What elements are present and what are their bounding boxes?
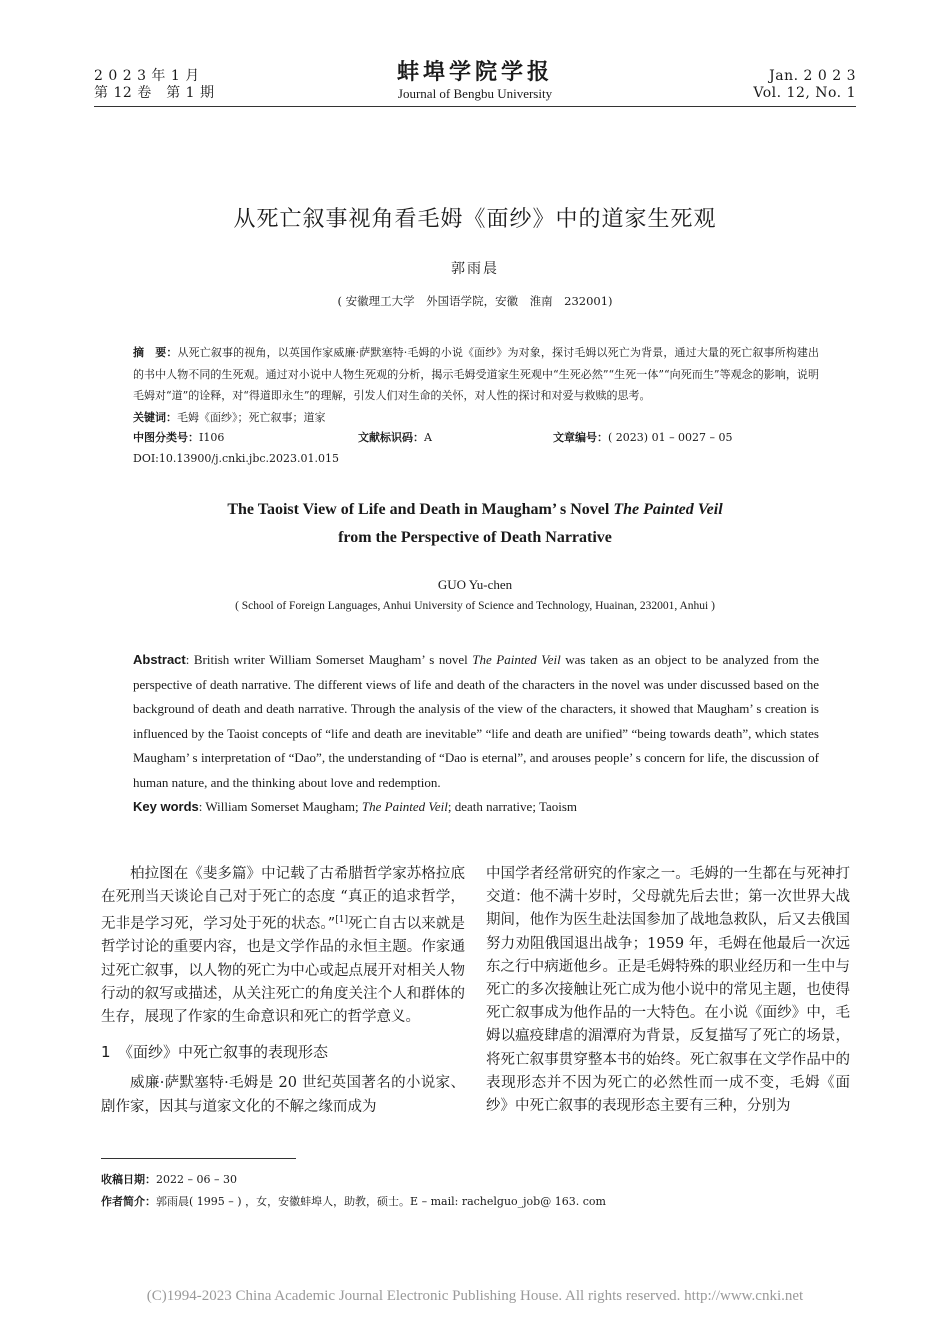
title-en-novel-name: The Painted Veil [613,501,723,518]
article-number-value: ( 2023) 01 – 0027 – 05 [608,431,733,444]
title-en-line2: from the Perspective of Death Narrative [338,529,612,546]
abstract-en-novel-name: The Painted Veil [472,652,561,667]
copyright-notice: (C)1994-2023 China Academic Journal Electronic Publishing House. All rights reserved. http://www.cnki.net [146,1288,804,1304]
section-heading-1: 1 《面纱》中死亡叙事的表现形态 [101,1043,329,1062]
article-number [553,428,733,448]
affiliation-cn: ( 安徽理工大学 外国语学院，安徽 淮南 232001) [337,294,613,308]
title-en [0,496,950,552]
doi: DOI:10.13900/j.cnki.jbc.2023.01.015 [133,452,340,465]
keywords-cn-text: 毛姆《面纱》；死亡叙事；道家 [177,410,326,424]
footnote-rule [101,1158,296,1159]
received-date-value: 2022 – 06 – 30 [156,1173,237,1186]
body-paragraph-2: 威廉·萨默塞特·毛姆是 20 世纪英国著名的小说家、剧作家，因其与道家文化的不解之缘而成为 [101,1075,465,1115]
abstract-en-label: Abstract [133,652,186,667]
clc-label: 中图分类号： [133,431,199,444]
article-number-label: 文章编号： [553,431,608,444]
header-rule [94,106,856,107]
received-date [101,1169,861,1191]
header-year-month: 2 0 2 3 年 1 月 [94,68,200,84]
abstract-cn [133,342,819,469]
body-paragraph-1-text-b: 死亡自古以来就是哲学讨论的重要内容，也是文学作品的永恒主题。作家通过死亡叙事，以人物的死亡为中心或起点展开对相关人物行动的叙写或描述，从关注死亡的角度关注个人和群体的生存，展现了作家的生命意识和死亡的哲学意义。 [101,916,465,1026]
author-bio [101,1191,861,1213]
title-en-line1-text: The Taoist View of Life and Death in Maugham’ s Novel [227,501,614,518]
body-paragraph-1 [101,863,465,1029]
clc-code [133,428,224,448]
abstract-cn-label: 摘 要： [133,346,178,359]
body-right-column [486,863,850,1118]
author-name-en: GUO Yu-chen [437,577,513,592]
footnote [101,1169,861,1213]
document-code [358,428,432,448]
abstract-en-text-b: was taken as an object to be analyzed from the perspective of death narrative. The different views of life and death of the characters in the novel was under discussed based on the background of death and death narrative. Through the analysis of the view of the characters, it showed that Maugham’ s creation is influenced by the Taoist concepts of “life and death are inevitable” “life and death are unified” “being towards death”, which states Maugham’ s interpretation of “Dao”, the understanding of “Dao is eternal”, and arouses people’ s concern for life, the discussion of human nature, and the thinking about love and redemption. [133,652,819,790]
title-en-line1 [0,496,950,524]
body-left-column [101,863,465,1119]
author-bio-label: 作者简介： [101,1195,156,1208]
author-name-cn: 郭雨晨 [451,261,499,277]
journal-name-cn: 蚌埠学院学报 [396,60,553,85]
abstract-en-text-a: : British writer William Somerset Maugham’ s novel [185,652,473,667]
clc-value: I106 [199,431,225,444]
journal-name-en: Journal of Bengbu University [397,86,553,101]
abstract-en-paragraph [133,648,819,795]
header-volume-issue: 第 12 卷 第 1 期 [94,85,215,101]
page-title: 从死亡叙事视角看毛姆《面纱》中的道家生死观 [233,207,717,232]
keywords-en-text-a: : William Somerset Maugham; [198,799,362,814]
affiliation-en: ( School of Foreign Languages, Anhui University of Science and Technology, Huainan, 232001, Anhui ) [235,600,715,612]
keywords-cn [133,407,819,429]
abstract-en [133,648,819,820]
body-paragraph-1-text-a: 柏拉图在《斐多篇》中记载了古希腊哲学家苏格拉底在死刑当天谈论自己对于死亡的态度 “真正的追求哲学，无非是学习死，学习处于死的状态。” [101,866,465,933]
header-date-en [753,68,856,102]
document-code-label: 文献标识码： [358,431,424,444]
classification-row [133,428,819,449]
received-date-label: 收稿日期： [101,1173,156,1186]
keywords-en [133,795,819,820]
body-paragraph-right: 中国学者经常研究的作家之一。毛姆的一生都在与死神打交道：他不满十岁时，父母就先后去世；第一次世界大战期间，他作为医生赴法国参加了战地急救队，后又去俄国努力劝阻俄国退出战争；1959 年，毛姆在他最后一次远东之行中病逝他乡。正是毛姆特殊的职业经历和一生中与死亡的多次接触让死亡成为他小说中的常见主题，也使得死亡叙事成为他作品的一大特色。在小说《面纱》中，毛姆以瘟疫肆虐的湄潭府为背景，反复描写了死亡的场景，将死亡叙事贯穿整本书的始终。死亡叙事在文学作品中的表现形态并不因为死亡的必然性而一成不变，毛姆《面纱》中死亡叙事的表现形态主要有三种，分别为 [486,866,850,1115]
author-bio-value: 郭雨晨( 1995 – ) ，女，安徽蚌埠人，助教，硕士。E – mail: rachelguo_job@ 163. com [156,1195,606,1208]
header-volume-no-en: Vol. 12, No. 1 [753,85,856,101]
abstract-cn-text: 从死亡叙事的视角，以英国作家威廉·萨默塞特·毛姆的小说《面纱》为对象，探讨毛姆以死亡为背景，通过大量的死亡叙事所构建出的书中人物不同的生死观。通过对小说中人物生死观的分析，揭示毛姆受道家生死观中“生死必然”“生死一体”“向死而生”等观念的影响，说明毛姆对“道”的诠释，对“得道即永生”的理解，引发人们对生命的关怀，对人性的探讨和对爱与救赎的思考。 [133,346,820,402]
document-code-value: A [424,431,432,444]
keywords-cn-label: 关键词： [133,410,177,424]
citation-ref: [1] [335,915,348,926]
keywords-en-novel-name: The Painted Veil [361,799,448,814]
keywords-en-text-b: ; death narrative; Taoism [447,799,578,814]
keywords-en-label: Key words [133,799,199,814]
abstract-cn-paragraph [133,342,819,407]
header-month-year-en: Jan. 2 0 2 3 [769,68,856,84]
